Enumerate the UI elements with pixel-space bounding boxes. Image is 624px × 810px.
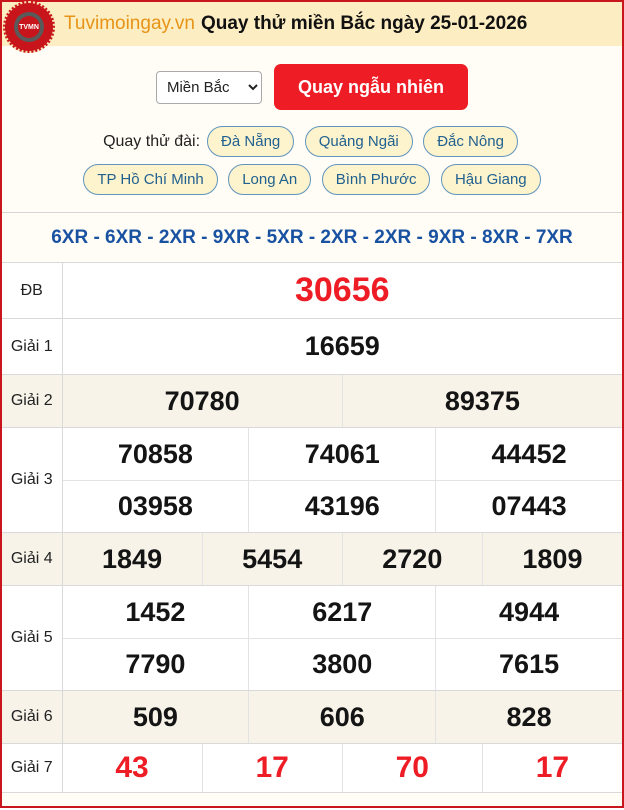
prize-number: 6217 — [248, 586, 435, 638]
prize-line — [63, 533, 623, 585]
page-title: Quay thử miền Bắc ngày 25-01-2026 — [200, 13, 528, 34]
stations-label: Quay thử đài: — [103, 133, 201, 150]
site-logo-ring — [14, 12, 44, 42]
prize-values — [62, 428, 622, 533]
prize-number: 5454 — [202, 533, 342, 585]
prize-number: 1809 — [482, 533, 622, 585]
prize-number: 89375 — [342, 375, 622, 427]
prize-label: Giải 6 — [2, 691, 62, 744]
prize-number: 7790 — [125, 649, 186, 679]
station-pill-2[interactable]: Đắc Nông — [423, 126, 518, 157]
prize-number: 70858 — [117, 438, 193, 469]
prize-row-5 — [2, 586, 622, 691]
region-select[interactable] — [156, 71, 262, 104]
prize-values — [62, 744, 622, 793]
prize-label: ĐB — [2, 263, 62, 319]
prize-number: 07443 — [435, 481, 622, 532]
prize-values — [62, 533, 622, 586]
prize-number: 2720 — [342, 533, 482, 585]
prize-number: 1452 — [125, 596, 186, 627]
prize-number: 44452 — [435, 428, 622, 480]
station-pill-0[interactable]: Đà Nẵng — [207, 126, 294, 157]
prize-line — [63, 744, 623, 792]
site-logo[interactable] — [3, 1, 55, 53]
prize-label: Giải 7 — [2, 744, 62, 793]
prize-row-6 — [2, 691, 622, 744]
prize-line — [63, 480, 623, 532]
prize-row-3 — [2, 428, 622, 533]
prize-number: 17 — [482, 744, 622, 792]
prize-label: Giải 5 — [2, 586, 62, 691]
prize-number: 3800 — [248, 639, 435, 690]
station-pill-5[interactable]: Bình Phước — [322, 164, 431, 195]
prize-number: 1849 — [102, 543, 163, 574]
prize-line — [63, 586, 623, 638]
prize-values — [62, 319, 622, 375]
prize-values — [62, 375, 622, 428]
prize-number: 03958 — [117, 491, 193, 521]
prize-values — [62, 263, 622, 319]
prize-line — [63, 428, 623, 480]
prize-number: 606 — [248, 691, 435, 743]
header — [2, 2, 622, 46]
prize-number: 17 — [202, 744, 342, 792]
brand-name[interactable]: Tuvimoingay.vn — [64, 13, 195, 34]
prize-number: 74061 — [248, 428, 435, 480]
spin-random-button[interactable]: Quay ngẫu nhiên — [274, 64, 468, 110]
station-pill-6[interactable]: Hậu Giang — [441, 164, 541, 195]
site-logo-text: TVMN — [18, 16, 40, 38]
prize-number: 509 — [132, 701, 178, 732]
station-pill-1[interactable]: Quảng Ngãi — [305, 126, 413, 157]
prize-row-0 — [2, 263, 622, 319]
prize-label: Giải 4 — [2, 533, 62, 586]
prize-row-1 — [2, 319, 622, 375]
prize-line — [63, 263, 623, 318]
prize-number: 16659 — [304, 331, 380, 361]
prize-line — [63, 319, 623, 374]
prize-number: 43196 — [248, 481, 435, 532]
prize-values — [62, 586, 622, 691]
prize-label: Giải 2 — [2, 375, 62, 428]
station-pill-3[interactable]: TP Hồ Chí Minh — [83, 164, 217, 195]
station-pill-4[interactable]: Long An — [228, 164, 311, 195]
prize-number: 70 — [342, 744, 482, 792]
prize-label: Giải 3 — [2, 428, 62, 533]
results-section — [2, 212, 622, 793]
prize-label: Giải 1 — [2, 319, 62, 375]
prize-number: 30656 — [294, 271, 390, 309]
prize-row-7 — [2, 744, 622, 793]
prize-number: 828 — [435, 691, 622, 743]
spin-sequence: 6XR - 6XR - 2XR - 9XR - 5XR - 2XR - 2XR - 9XR - 8XR - 7XR — [51, 227, 573, 248]
controls-bar — [2, 64, 622, 110]
prize-number: 7615 — [435, 639, 622, 690]
stations-bar — [2, 123, 622, 199]
prize-row-2 — [2, 375, 622, 428]
prize-number: 4944 — [435, 586, 622, 638]
prize-values — [62, 691, 622, 744]
prize-line — [63, 375, 623, 427]
prize-line — [63, 638, 623, 690]
prize-line — [63, 691, 623, 743]
prize-row-4 — [2, 533, 622, 586]
prize-number: 43 — [115, 751, 149, 784]
results-table — [2, 262, 622, 793]
prize-number: 70780 — [164, 385, 240, 416]
